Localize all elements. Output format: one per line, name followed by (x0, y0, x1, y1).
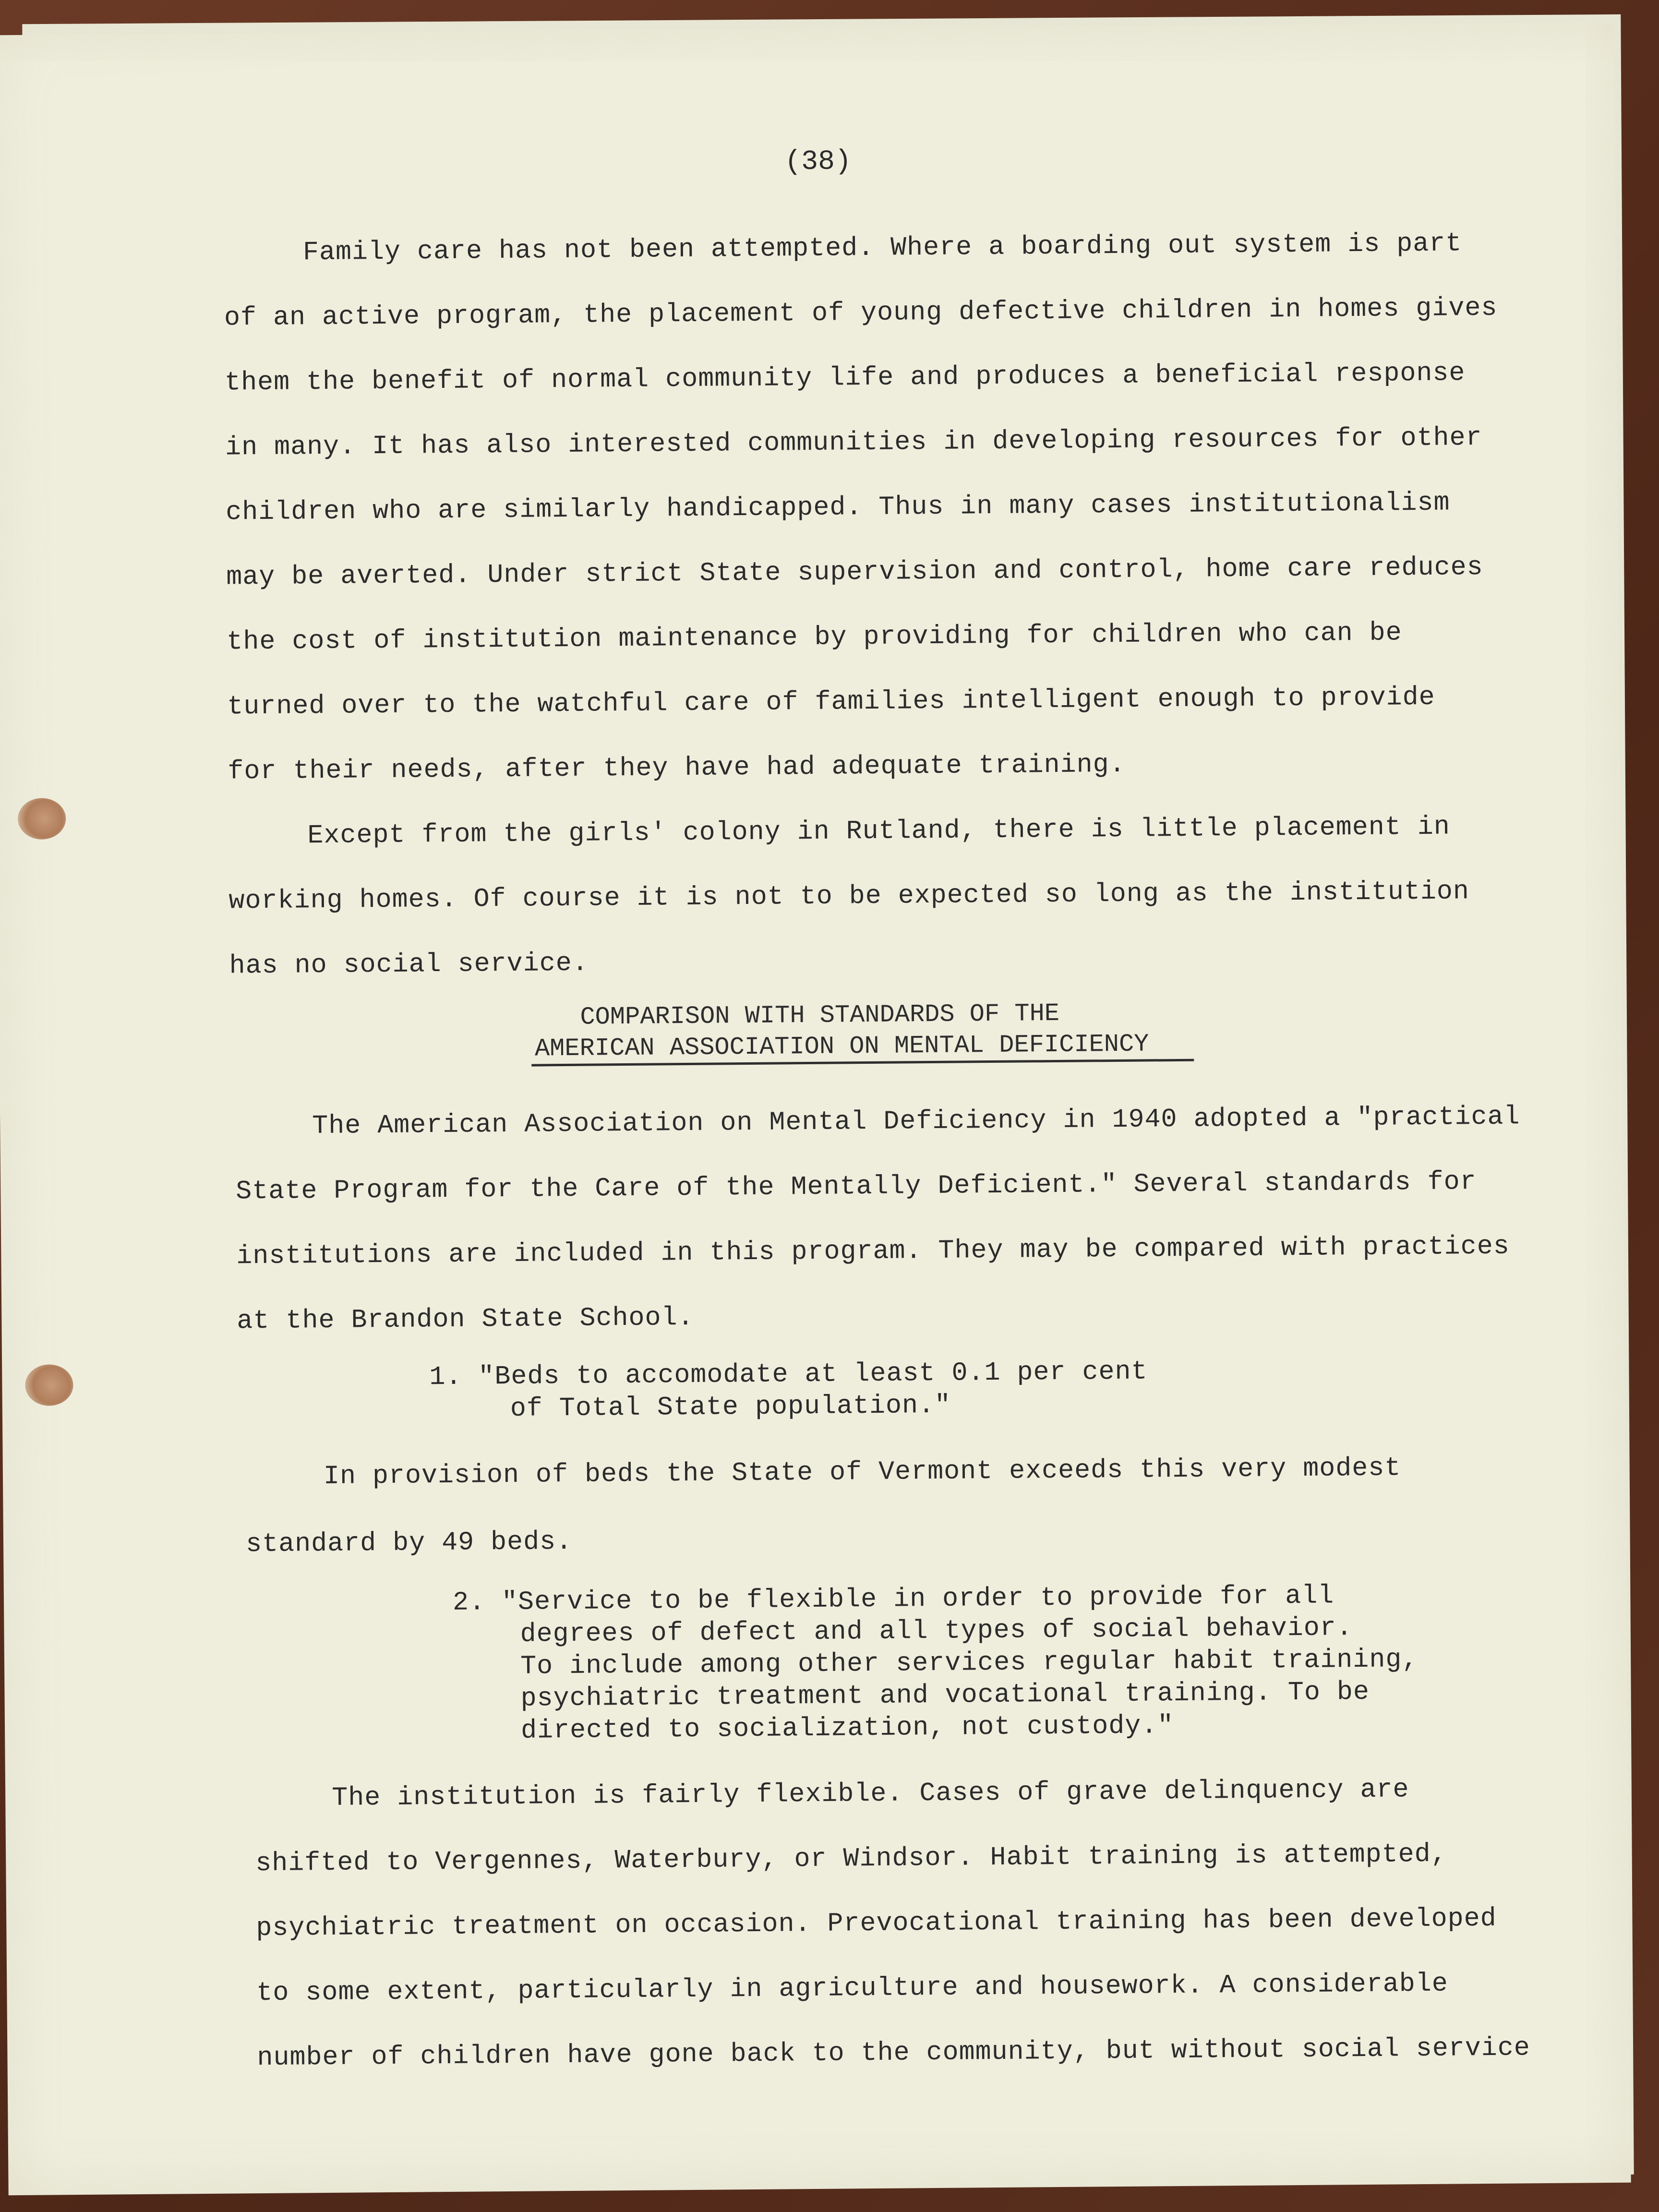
punch-hole-top (18, 798, 66, 840)
para5-line-1: The institution is fairly flexible. Cases of grave delinquency are (331, 1774, 1409, 1813)
section-heading-line-2: AMERICAN ASSOCIATION ON MENTAL DEFICIENCY (534, 1030, 1149, 1063)
para1-line-3: them the benefit of normal community life and produces a beneficial response (224, 358, 1466, 398)
standard2-line-1: 2. "Service to be flexible in order to provide for all (452, 1580, 1334, 1618)
para1-line-7: the cost of institution maintenance by providing for children who can be (227, 617, 1402, 657)
standard2-line-3: To include among other services regular habit training, (520, 1644, 1419, 1682)
para1-line-2: of an active program, the placement of young defective children in homes gives (224, 292, 1498, 333)
para3-line-2: State Program for the Care of the Mentally Deficient." Several standards for (236, 1166, 1477, 1207)
para5-line-4: to some extent, particularly in agriculture and housework. A considerable (256, 1968, 1449, 2008)
para2-line-2: working homes. Of course it is not to be expected so long as the institution (228, 876, 1470, 916)
para4-line-1: In provision of beds the State of Vermont exceeds this very modest (323, 1453, 1401, 1492)
standard1-line-2: of Total State population." (510, 1390, 951, 1424)
standard1-line-1: 1. "Beds to accomodate at least 0.1 per cent (429, 1356, 1148, 1393)
para1-line-9: for their needs, after they have had adequate training. (228, 749, 1126, 787)
para5-line-5: number of children have gone back to the community, but without social service (257, 2032, 1531, 2073)
para3-line-3: institutions are included in this program. They may be compared with practices (236, 1231, 1510, 1272)
para2-line-1: Except from the girls' colony in Rutland, there is little placement in (307, 811, 1451, 851)
para3-line-4: at the Brandon State School. (237, 1302, 694, 1336)
standard2-line-2: degrees of defect and all types of social behavior. (520, 1612, 1353, 1649)
para4-line-2: standard by 49 beds. (245, 1526, 573, 1560)
para1-line-8: turned over to the watchful care of families intelligent enough to provide (227, 682, 1435, 722)
para1-line-5: children who are similarly handicapped. Thus in many cases institutionalism (225, 487, 1450, 528)
page-number: (38) (784, 146, 852, 178)
punch-hole-bottom (25, 1364, 73, 1406)
standard2-line-4: psychiatric treatment and vocational training. To be (520, 1676, 1370, 1714)
section-heading-line-1: COMPARISON WITH STANDARDS OF THE (580, 999, 1060, 1032)
para5-line-3: psychiatric treatment on occasion. Prevocational training has been developed (256, 1903, 1497, 1944)
para1-line-1: Family care has not been attempted. Where a boarding out system is part (302, 228, 1462, 268)
para5-line-2: shifted to Vergennes, Waterbury, or Windsor. Habit training is attempted, (255, 1839, 1447, 1879)
typed-page (0, 23, 1631, 2195)
para2-line-3: has no social service. (229, 948, 589, 981)
para1-line-4: in many. It has also interested communities in developing resources for other (225, 422, 1482, 463)
para1-line-6: may be averted. Under strict State supervision and control, home care reduces (226, 552, 1483, 592)
standard2-line-5: directed to socialization, not custody." (520, 1710, 1174, 1746)
para3-line-1: The American Association on Mental Deficiency in 1940 adopted a "practical (312, 1101, 1520, 1142)
